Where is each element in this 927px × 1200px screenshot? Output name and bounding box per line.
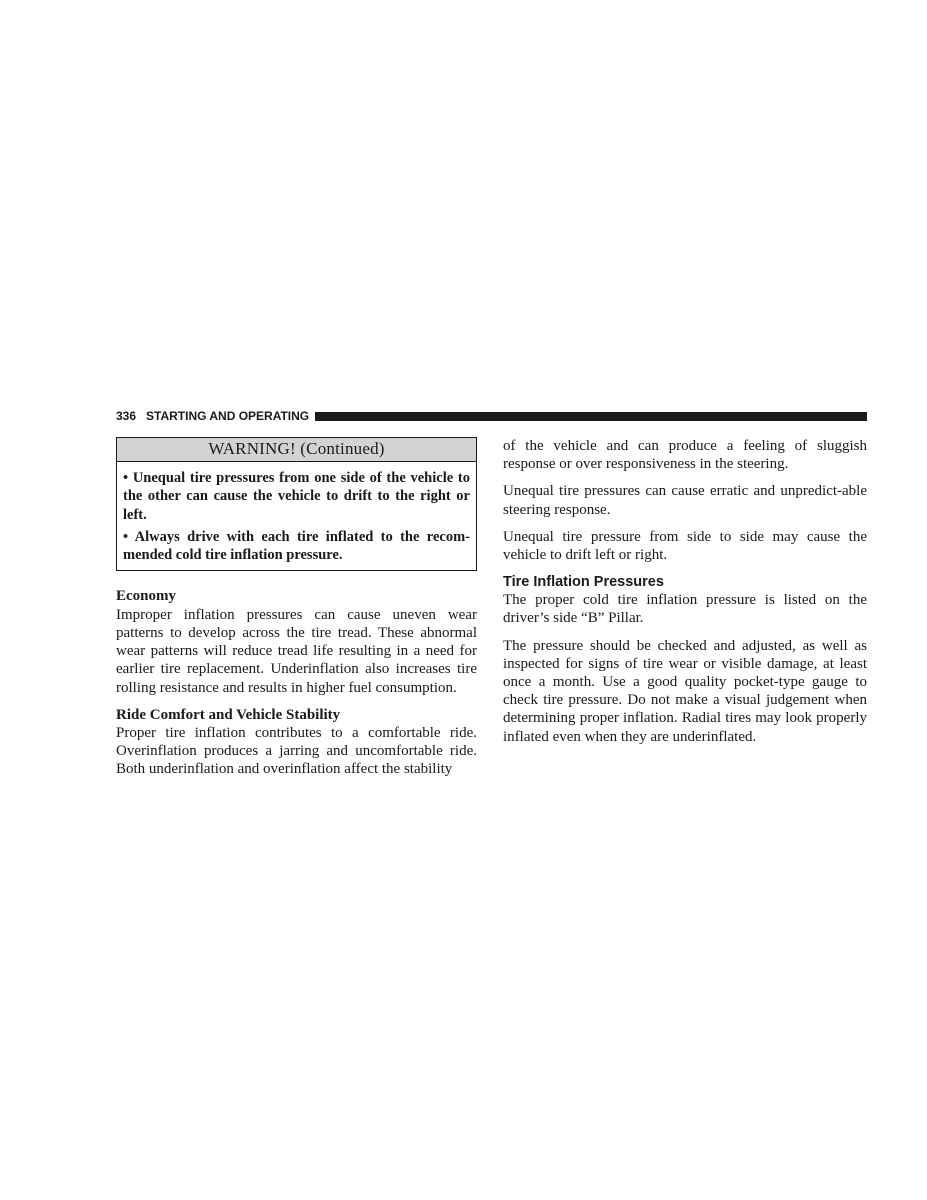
page-number: 336 xyxy=(116,409,137,423)
economy-heading: Economy xyxy=(116,588,176,605)
pressure-check-paragraph: The pressure should be checked and adjusted, as well as inspected for signs of tire wear or visible damage, at least once a month. Use a good quality pocket-type gauge to check tire pressure. Do not make a visual judgement when determining proper inflation. Radial tires may look properly inflated even when they are underinflated. xyxy=(503,637,867,745)
left-column xyxy=(116,437,477,779)
warning-item: • Unequal tire pressures from one side of the vehicle to the other can cause the vehicle to drift to the right or left. xyxy=(123,470,470,523)
ride-comfort-paragraph: Proper tire inflation contributes to a comfortable ride. Overinflation produces a jarring and uncomfortable ride. Both underinflation and overinflation affect the stability xyxy=(116,724,477,778)
header-rule xyxy=(315,412,867,421)
erratic-steering-paragraph: Unequal tire pressures can cause erratic and unpredict-able steering response. xyxy=(503,483,867,518)
section-title: STARTING AND OPERATING xyxy=(146,409,310,423)
placard-paragraph: The proper cold tire inflation pressure is listed on the driver’s side “B” Pillar. xyxy=(503,592,867,627)
ride-comfort-heading: Ride Comfort and Vehicle Stability xyxy=(116,706,341,723)
tire-inflation-heading: Tire Inflation Pressures xyxy=(503,574,664,591)
stability-continued-paragraph: of the vehicle and can produce a feeling of sluggish response or over responsiveness in the steering. xyxy=(503,438,867,473)
warning-box xyxy=(116,437,477,571)
right-column xyxy=(503,437,867,746)
page-header xyxy=(116,408,867,424)
warning-body xyxy=(117,462,476,570)
economy-paragraph: Improper inflation pressures can cause uneven wear patterns to develop across the tire tread. These abnormal wear patterns will reduce tread life resulting in a need for earlier tire replacement. Underinflation also increases tire rolling resistance and results in higher fuel consumption. xyxy=(116,606,477,696)
warning-item: • Always drive with each tire inflated to the recom-mended cold tire inflation pressure. xyxy=(123,528,470,564)
warning-title: WARNING! (Continued) xyxy=(117,438,476,462)
drift-paragraph: Unequal tire pressure from side to side may cause the vehicle to drift left or right. xyxy=(503,528,867,564)
